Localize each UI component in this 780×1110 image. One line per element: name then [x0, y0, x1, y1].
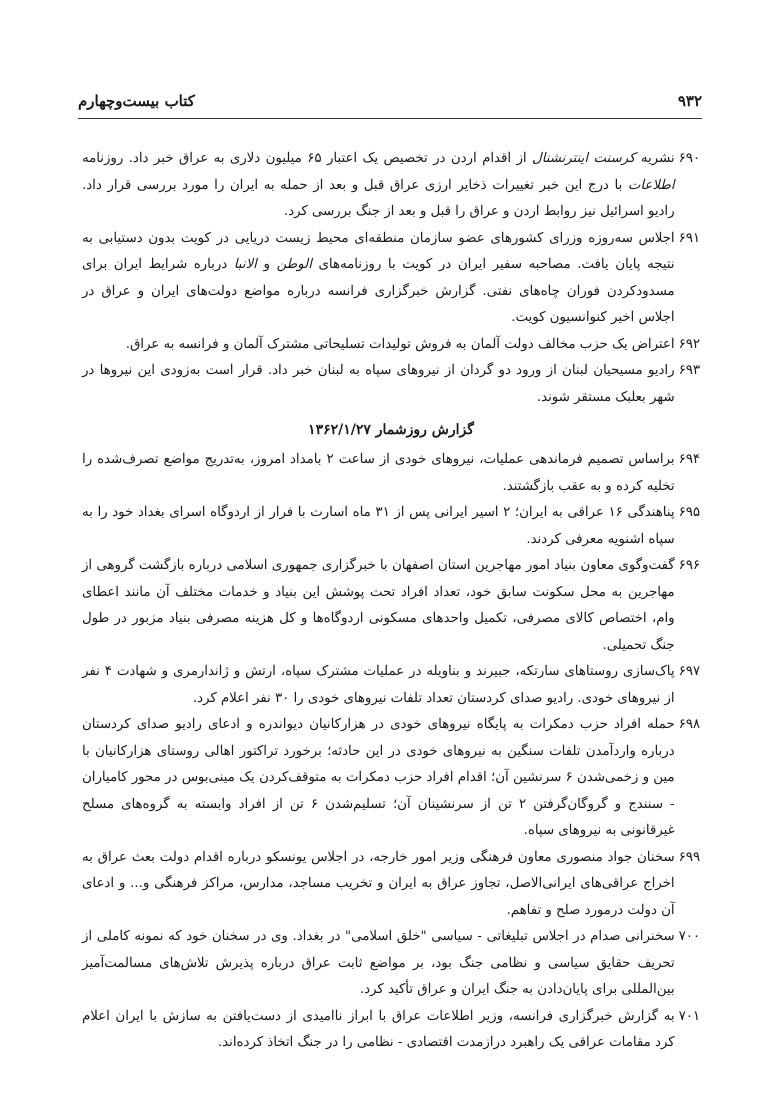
entry-number: ۷۰۱	[678, 1008, 700, 1024]
chronology-entry	[82, 500, 700, 553]
entry-text: اجلاس سه‌روزه وزرای کشورهای عضو سازمان منطقه‌ای محیط زیست دریایی در کویت بدون دستیابی به نتیجه پایان یافت. مصاحبه سفیر ایران در کویت با روزنامه‌های الوطن و الانبا درباره شرایط ایران برای مسدودکردن فوران چاه‌های نفتی. گزارش خبرگزاری فرانسه درباره مواضع دولت‌های ایران و عراق در اجلاس اخیر کنوانسیون کویت.	[82, 230, 675, 325]
entry-text: گفت‌وگوی معاون بنیاد امور مهاجرین استان اصفهان با خبرگزاری جمهوری اسلامی درباره بازگشت گروهی از مهاجرین به محل سکونت سابق خود، تعداد افراد تحت پوشش این بنیاد و خدمات مختلف آن مانند اعطای وام، اختصاص کالای مصرفی، تکمیل واحدهای مسکونی اردوگاه‌ها و کل هزینه مصرفی بنیاد مزبور در طول جنگ تحمیلی.	[82, 558, 675, 653]
entry-number: ۶۹۹	[678, 849, 700, 865]
entry-text: اعتراض یک حزب مخالف دولت آلمان به فروش تولیدات تسلیحاتی مشترک آلمان و فرانسه به عراق.	[125, 336, 675, 352]
entry-text: سخنان جواد منصوری معاون فرهنگی وزیر امور خارجه، در اجلاس یونسکو درباره اقدام دولت بعث عراق به اخراج عراقی‌های ایرانی‌الاصل، تجاوز عراق به ایران و تخریب مساجد، مدارس، مراکز فرهنگی و... و ادعای آن دولت درمورد صلح و تفاهم.	[82, 849, 675, 918]
chronology-entry	[82, 146, 700, 226]
chronology-entry	[82, 845, 700, 925]
entries-section-current-day	[82, 447, 700, 1057]
chronology-entry	[82, 226, 700, 332]
entry-number: ۶۹۴	[678, 452, 700, 467]
header-divider	[78, 118, 702, 119]
entry-number: ۶۹۳	[678, 363, 700, 378]
entry-text: رادیو مسیحیان لبنان از ورود دو گردان از نیروهای سپاه به لبنان خبر داد. قرار است به‌زودی این نیروها در شهر بعلبک مستقر شوند.	[82, 363, 675, 405]
entry-number: ۶۹۸	[678, 717, 700, 732]
entry-text: به گزارش خبرگزاری فرانسه، وزیر اطلاعات عراق با ابراز ناامیدی از دست‌یافتن به سازش با ایران اعلام کرد مقامات عراقی یک راهبرد درازمدت اقتصادی - نظامی را در جنگ اتخاذ کرده‌اند.	[82, 1008, 675, 1050]
entry-text: براساس تصمیم فرماندهی عملیات، نیروهای خودی از ساعت ۲ بامداد امروز، به‌تدریج مواضع تصرف‌شده را تخلیه کرده و به عقب بازگشتند.	[82, 452, 675, 494]
chronology-entry	[82, 553, 700, 659]
date-heading: گزارش روزشمار ۱۳۶۲/۱/۲۷	[308, 422, 474, 438]
entries-section-previous-day	[82, 146, 700, 411]
chronology-entry	[82, 1004, 700, 1057]
entry-text: پاک‌سازی روستاهای سارتکه، جبیرند و بناویله در عملیات مشترک سپاه، ارتش و ژاندارمری و شهادت ۴ نفر از نیروهای خودی. رادیو صدای کردستان تعداد تلفات نیروهای خودی را ۳۰ نفر اعلام کرد.	[82, 664, 675, 706]
entry-number: ۶۹۷	[678, 664, 700, 679]
entry-number: ۶۹۵	[678, 505, 700, 520]
chronology-entry	[82, 332, 700, 359]
chronology-entry	[82, 924, 700, 1004]
page-body	[82, 146, 700, 1057]
entry-text: نشریه کرسنت اینترنشنال از اقدام اردن در تخصیص یک اعتبار ۶۵ میلیون دلاری به عراق خبر داد. روزنامه اطلاعات با درج این خبر تغییرات ذخایر ارزی عراق قبل و بعد از حمله به ایران را مورد بررسی قرار داد. رادیو اسرائیل نیز روابط اردن و عراق را قبل و بعد از جنگ بررسی کرد.	[82, 151, 675, 219]
chronology-entry	[82, 659, 700, 712]
entry-text: حمله افراد حزب دمکرات به پایگاه نیروهای خودی در هزارکانیان دیواندره و ادعای رادیو صدای کردستان درباره واردآمدن تلفات سنگین به نیروهای خودی در این حادثه؛ برخورد تراکتور اهالی روستای هزارکانیان با مین و زخمی‌شدن ۶ سرنشین آن؛ اقدام افراد حزب دمکرات به متوقف‌کردن یک مینی‌بوس در محور کامیاران - سنندج و گروگان‌گرفتن ۲ تن از سرنشینان آن؛ تسلیم‌شدن ۶ تن از افراد وابسته به گروه‌های مسلح غیرقانونی به نیروهای سپاه.	[82, 717, 675, 838]
entry-number: ۶۹۶	[678, 558, 700, 573]
entry-text: سخنرانی صدام در اجلاس تبلیغاتی - سیاسی "خلق اسلامی" در بغداد. وی در سخنان خود که نمونه کاملی از تحریف حقایق سیاسی و نظامی جنگ بود، بر مواضع ثابت عراق درباره پذیرش تلاش‌های مسالمت‌آمیز بین‌المللی برای پایان‌دادن به جنگ ایران و عراق تأکید کرد.	[82, 929, 675, 997]
entry-number: ۶۹۲	[678, 336, 700, 352]
chronology-entry	[82, 712, 700, 845]
entry-number: ۷۰۰	[678, 929, 700, 944]
entry-number: ۶۹۰	[678, 151, 700, 166]
entry-text: پناهندگی ۱۶ عراقی به ایران؛ ۲ اسیر ایرانی پس از ۳۱ ماه اسارت با فرار از اردوگاه اسرای بغداد خود را به سپاه اشنویه معرفی کردند.	[82, 505, 675, 547]
chronology-entry	[82, 358, 700, 411]
book-title: کتاب بیست‌وچهارم	[78, 92, 195, 110]
page-header	[78, 88, 702, 114]
entry-number: ۶۹۱	[678, 230, 700, 246]
chronology-entry	[82, 447, 700, 500]
page-number: ۹۳۲	[677, 92, 702, 110]
